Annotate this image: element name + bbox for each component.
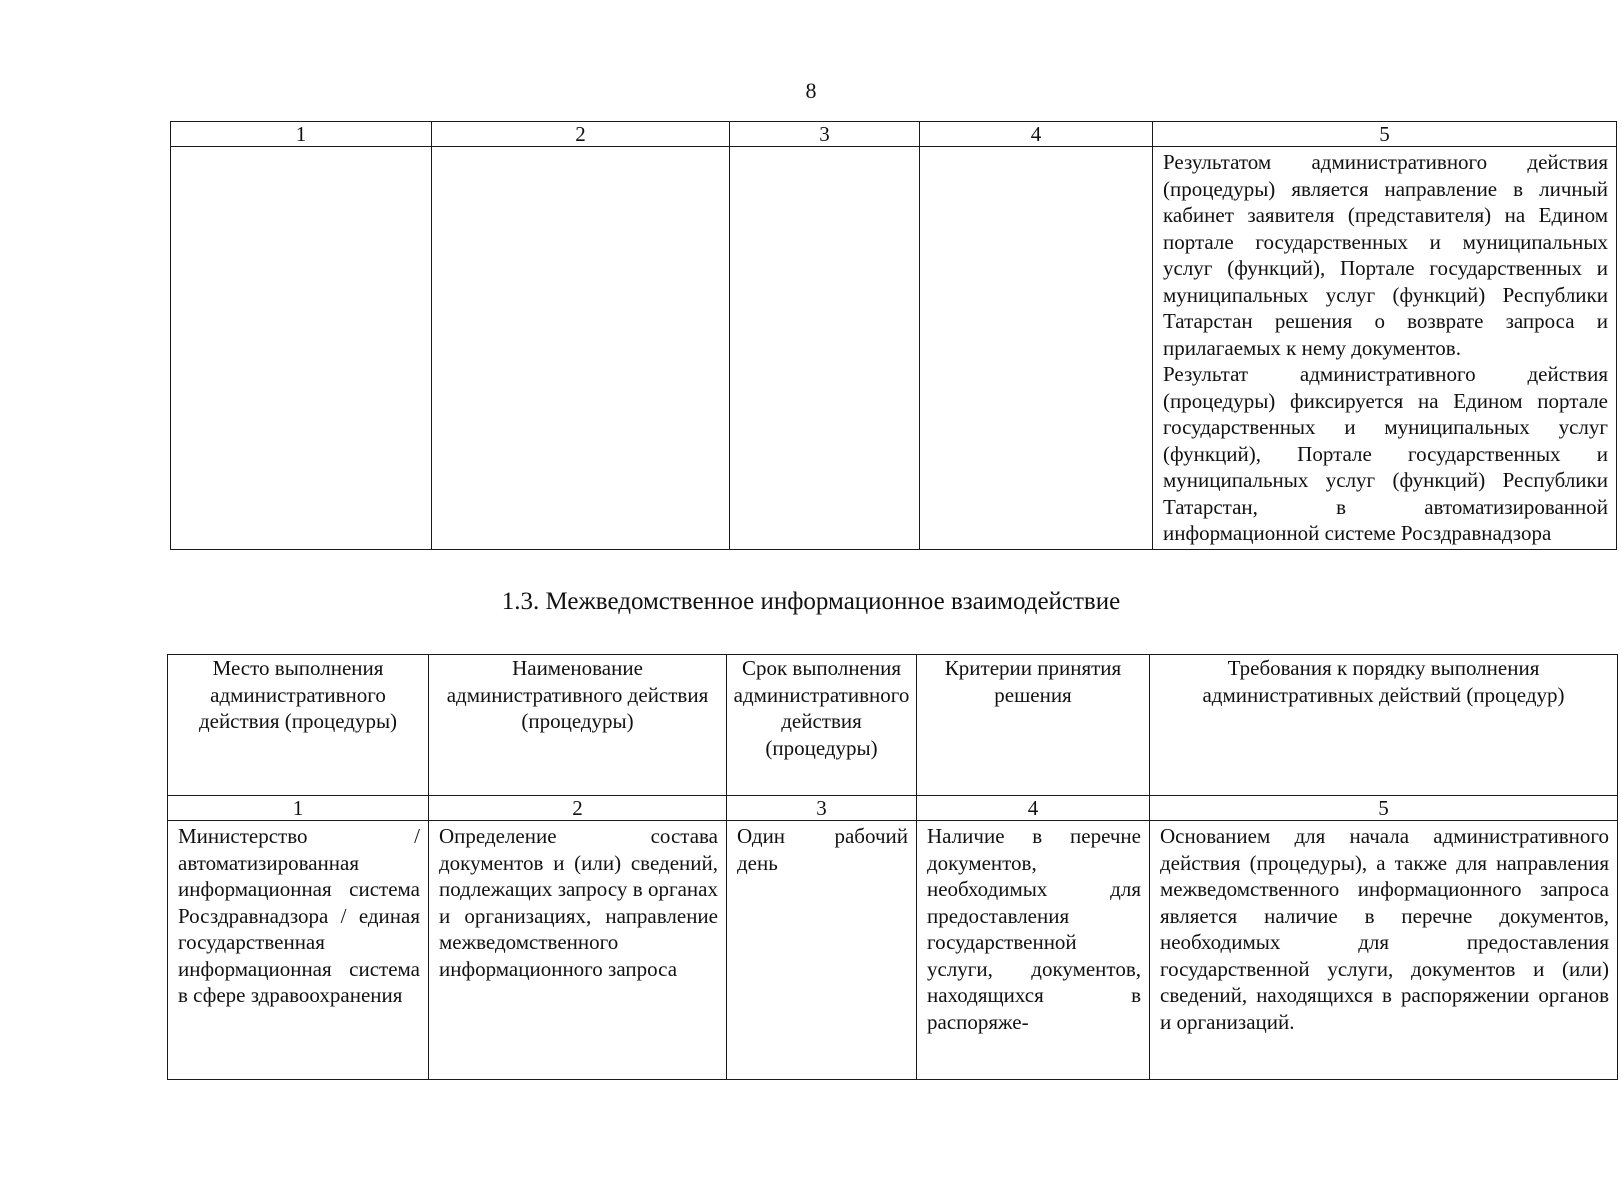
- column-number-3: 3: [730, 122, 920, 147]
- table-row: [171, 147, 1617, 550]
- cell-decision-criteria: Наличие в перечне документов, необходимых для предоставления государственной услуги, документов, находящихся в распоряже-: [917, 821, 1150, 1080]
- column-number-2: 2: [429, 796, 727, 821]
- cell-place: Министерство / автоматизированная информационная система Росздравнадзора / единая государственная информационная система в сфере здравоохранения: [168, 821, 429, 1080]
- table-header-row: [168, 655, 1618, 796]
- page-number: 8: [805, 78, 817, 103]
- section-heading: 1.3. Межведомственное информационное взаимодействие: [501, 588, 1121, 615]
- column-number-3: 3: [727, 796, 917, 821]
- header-decision-criteria: Критерии принятия решения: [917, 655, 1150, 796]
- cell-action-name: Определение состава документов и (или) сведений, подлежащих запросу в органах и организациях, направление межведомственного информационного запроса: [429, 821, 727, 1080]
- column-number-1: 1: [168, 796, 429, 821]
- header-place: Место выполнения административного действия (процедуры): [168, 655, 429, 796]
- column-number-4: 4: [920, 122, 1153, 147]
- column-number-row: [171, 122, 1617, 147]
- column-number-4: 4: [917, 796, 1150, 821]
- procedure-table-continued: [170, 121, 1617, 550]
- header-action-name: Наименование административного действия (процедуры): [429, 655, 727, 796]
- column-number-5: 5: [1150, 796, 1618, 821]
- empty-cell-col2: [432, 147, 730, 550]
- table-row: [168, 821, 1618, 1080]
- column-number-5: 5: [1153, 122, 1617, 147]
- column-number-row: [168, 796, 1618, 821]
- interagency-interaction-table: [167, 654, 1618, 1080]
- empty-cell-col3: [730, 147, 920, 550]
- header-requirements: Требования к порядку выполнения административных действий (процедур): [1150, 655, 1618, 796]
- cell-deadline: Один рабочий день: [727, 821, 917, 1080]
- result-description-cell: [1153, 147, 1617, 550]
- column-number-1: 1: [171, 122, 432, 147]
- column-number-2: 2: [432, 122, 730, 147]
- empty-cell-col4: [920, 147, 1153, 550]
- result-paragraph-1: Результатом административного действия (процедуры) является направление в личный кабинет заявителя (представителя) на Едином портале государственных и муниципальных услуг (функций), Портале государственных и муниципальных услуг (функций) Республики Татарстан решения о возврате запроса и прилагаемых к нему документов.: [1163, 150, 1608, 360]
- result-paragraph-2: Результат административного действия (процедуры) фиксируется на Едином портале государственных и муниципальных услуг (функций), Портале государственных и муниципальных услуг (функций) Республики Татарстан, в автоматизированной информационной системе Росздравнадзора: [1163, 362, 1608, 545]
- cell-requirements: Основанием для начала административного действия (процедуры), а также для направления межведомственного информационного запроса является наличие в перечне документов, необходимых для предоставления государственной услуги, документов и (или) сведений, находящихся в распоряжении органов и организаций.: [1150, 821, 1618, 1080]
- header-deadline: Срок выполнения административного действия (процедуры): [727, 655, 917, 796]
- empty-cell-col1: [171, 147, 432, 550]
